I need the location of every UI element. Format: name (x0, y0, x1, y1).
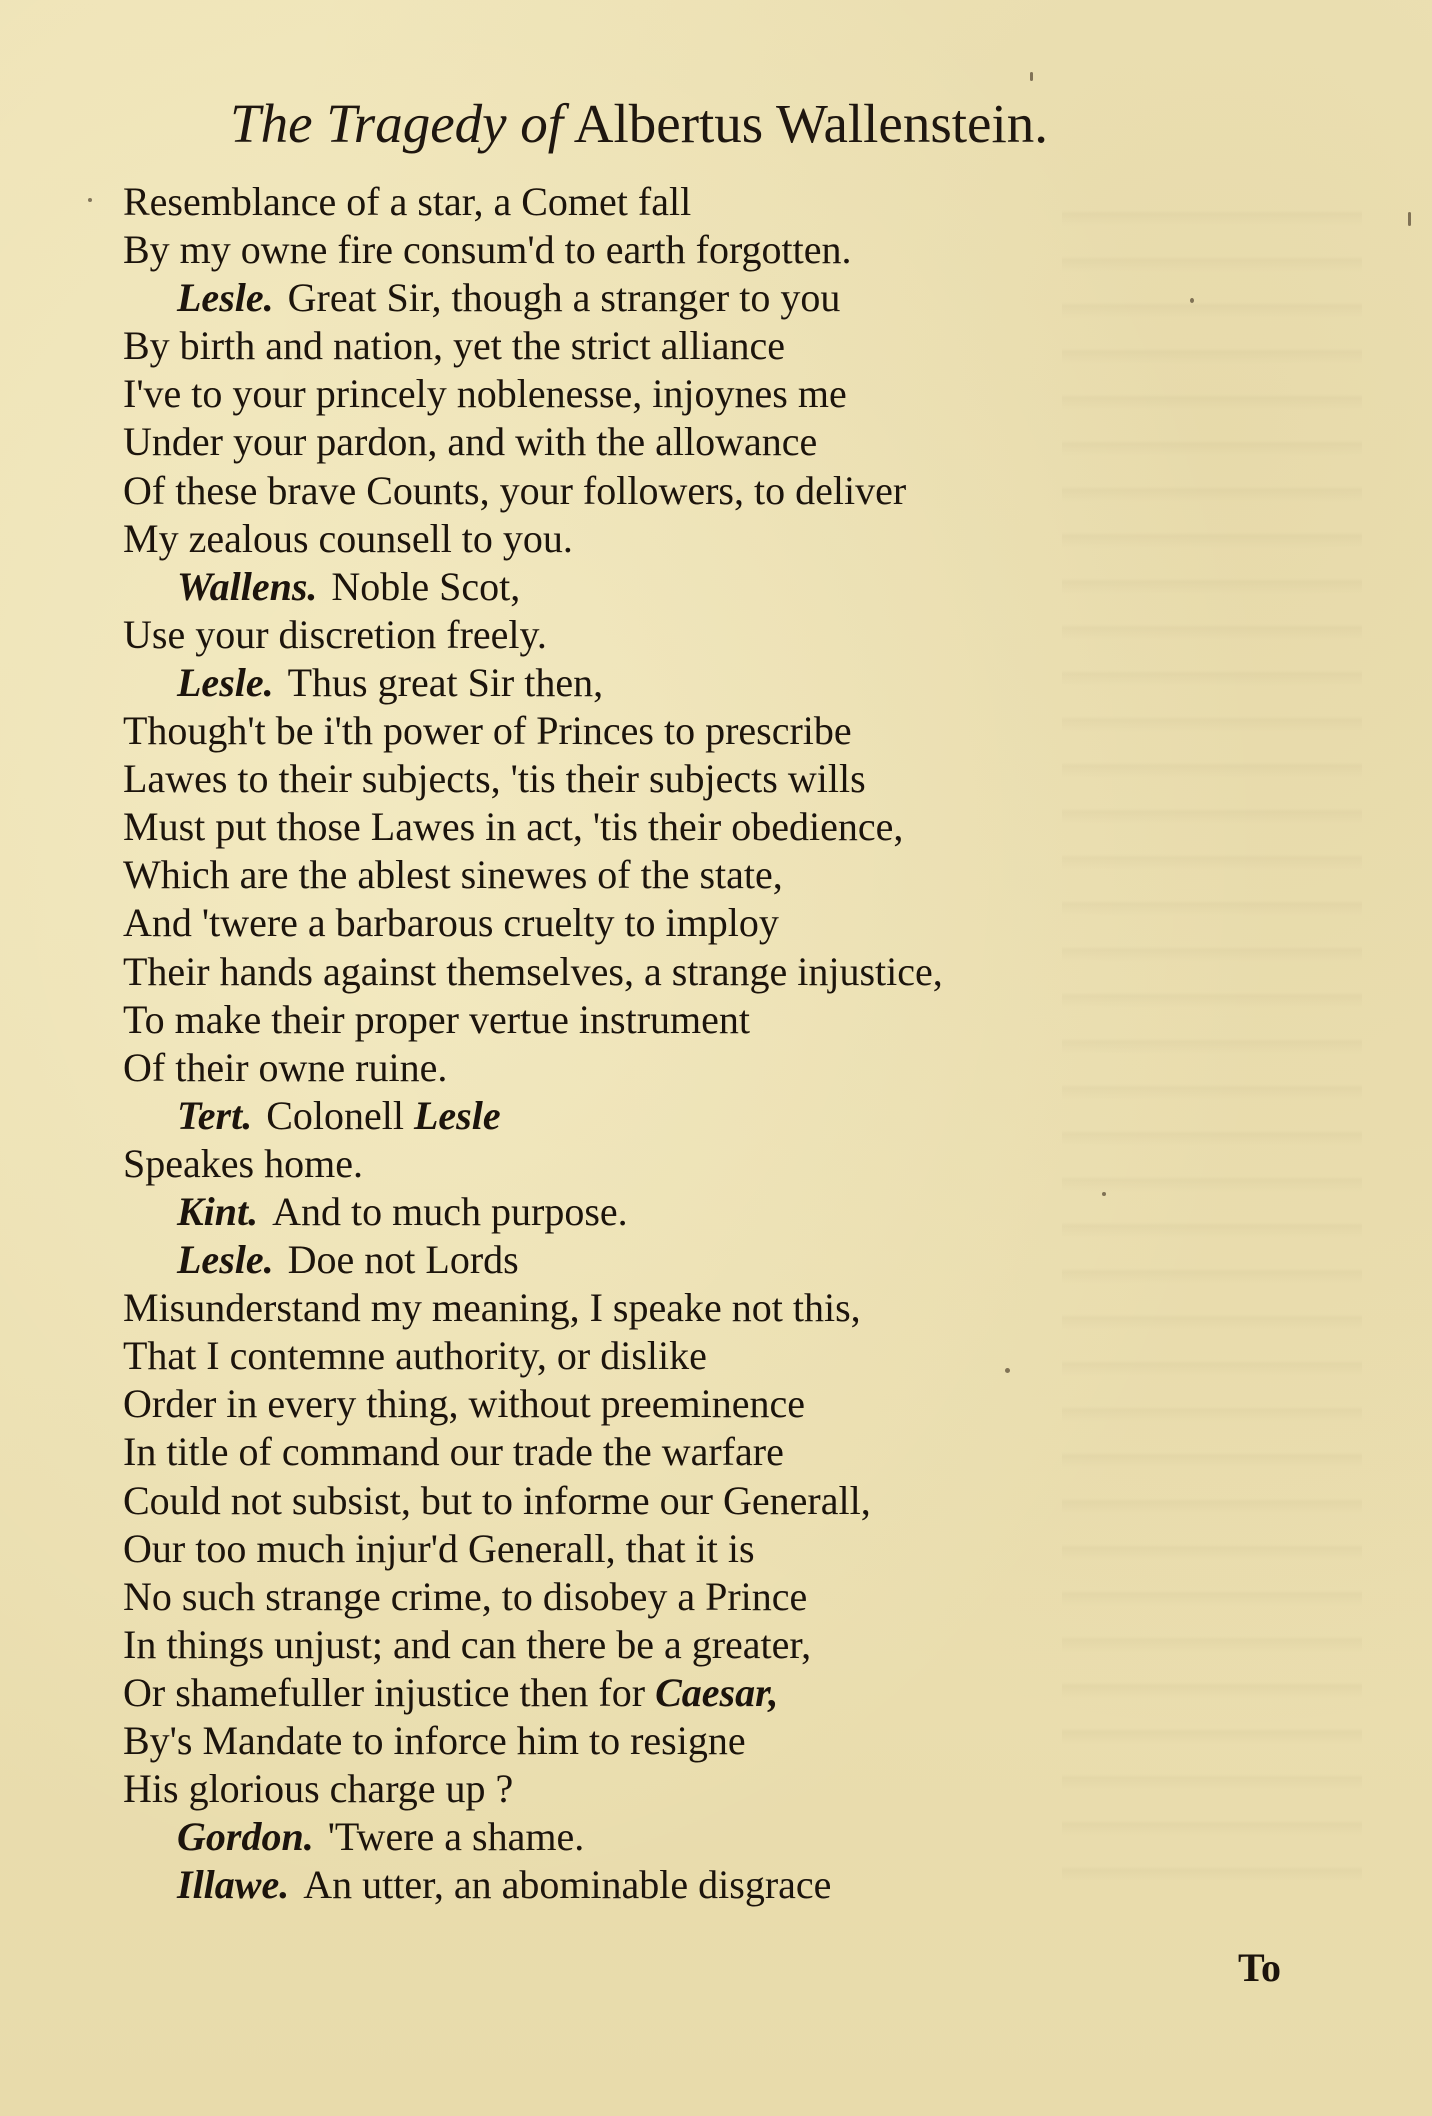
text-line: By my owne fire consum'd to earth forgotten. (123, 227, 852, 273)
text-line: Must put those Lawes in act, 'tis their obedience, (123, 804, 904, 850)
speaker-name: Wallens. (177, 563, 318, 609)
text-line: Which are the ablest sinewes of the state, (123, 852, 783, 898)
play-text (123, 178, 1223, 1909)
text-line: Could not subsist, but to informe our Generall, (123, 1477, 871, 1523)
text-line: I've to your princely noblenesse, injoynes me (123, 371, 847, 417)
text-line: By birth and nation, yet the strict alliance (123, 323, 786, 369)
text-line: Though't be i'th power of Princes to prescribe (123, 708, 852, 754)
emphasis-name: Caesar, (655, 1669, 779, 1715)
speech-line: Lesle. Great Sir, though a stranger to you (177, 275, 841, 321)
speech-line: Kint. And to much purpose. (177, 1188, 628, 1234)
speaker-name: Gordon. (177, 1814, 314, 1860)
speaker-name: Tert. (177, 1092, 253, 1138)
running-head-title: Albertus Wallenstein. (573, 93, 1048, 154)
text-line: Speakes home. (123, 1140, 363, 1186)
text-line: His glorious charge up ? (123, 1766, 514, 1812)
text-line: Of these brave Counts, your followers, to deliver (123, 467, 907, 513)
ink-speck (1408, 212, 1411, 226)
speaker-name: Illawe. (177, 1862, 290, 1908)
emphasis-name: Lesle (413, 1092, 501, 1138)
text-line: Order in every thing, without preeminence (123, 1381, 805, 1427)
running-head-italic: The Tragedy of (230, 93, 564, 154)
text-line: Of their owne ruine. (123, 1044, 448, 1090)
text-line: Misunderstand my meaning, I speake not this, (123, 1285, 861, 1331)
text-line: My zealous counsell to you. (123, 515, 573, 561)
speaker-name: Lesle. (177, 275, 274, 321)
speech-line: Tert. Colonell Lesle (177, 1092, 501, 1138)
speaker-name: Kint. (177, 1188, 259, 1234)
speech-line: Illawe. An utter, an abominable disgrace (177, 1862, 832, 1908)
text-line: Resemblance of a star, a Comet fall (123, 179, 692, 224)
speech-line: Lesle. Doe not Lords (177, 1237, 519, 1283)
text-line: Our too much injur'd Generall, that it is (123, 1525, 755, 1571)
speaker-name: Lesle. (177, 659, 274, 705)
speech-line: Wallens. Noble Scot, (177, 563, 521, 609)
text-line: No such strange crime, to disobey a Prince (123, 1573, 808, 1619)
ink-speck (1190, 298, 1194, 303)
ink-speck (1030, 72, 1033, 81)
text-line: Or shamefuller injustice then for Caesar, (123, 1669, 779, 1715)
text-line: And 'twere a barbarous cruelty to imploy (123, 900, 779, 946)
speech-line: Lesle. Thus great Sir then, (177, 659, 604, 705)
ink-speck (1005, 1368, 1010, 1373)
text-line: That I contemne authority, or dislike (123, 1333, 707, 1379)
text-line: In things unjust; and can there be a greater, (123, 1621, 812, 1667)
text-line: Under your pardon, and with the allowance (123, 419, 818, 465)
speech-line: Gordon. 'Twere a shame. (177, 1814, 585, 1860)
text-line: Use your discretion freely. (123, 611, 547, 657)
catchword: To (1238, 1945, 1282, 1990)
text-line: To make their proper vertue instrument (123, 996, 750, 1042)
text-line: By's Mandate to inforce him to resigne (123, 1718, 746, 1763)
speaker-name: Lesle. (177, 1237, 274, 1283)
ink-speck (88, 198, 92, 202)
running-head (230, 92, 1048, 155)
ink-speck (1102, 1192, 1106, 1196)
text-line: Lawes to their subjects, 'tis their subjects wills (123, 756, 866, 802)
text-line: Their hands against themselves, a strange injustice, (123, 948, 943, 994)
text-line: In title of command our trade the warfare (123, 1429, 784, 1475)
